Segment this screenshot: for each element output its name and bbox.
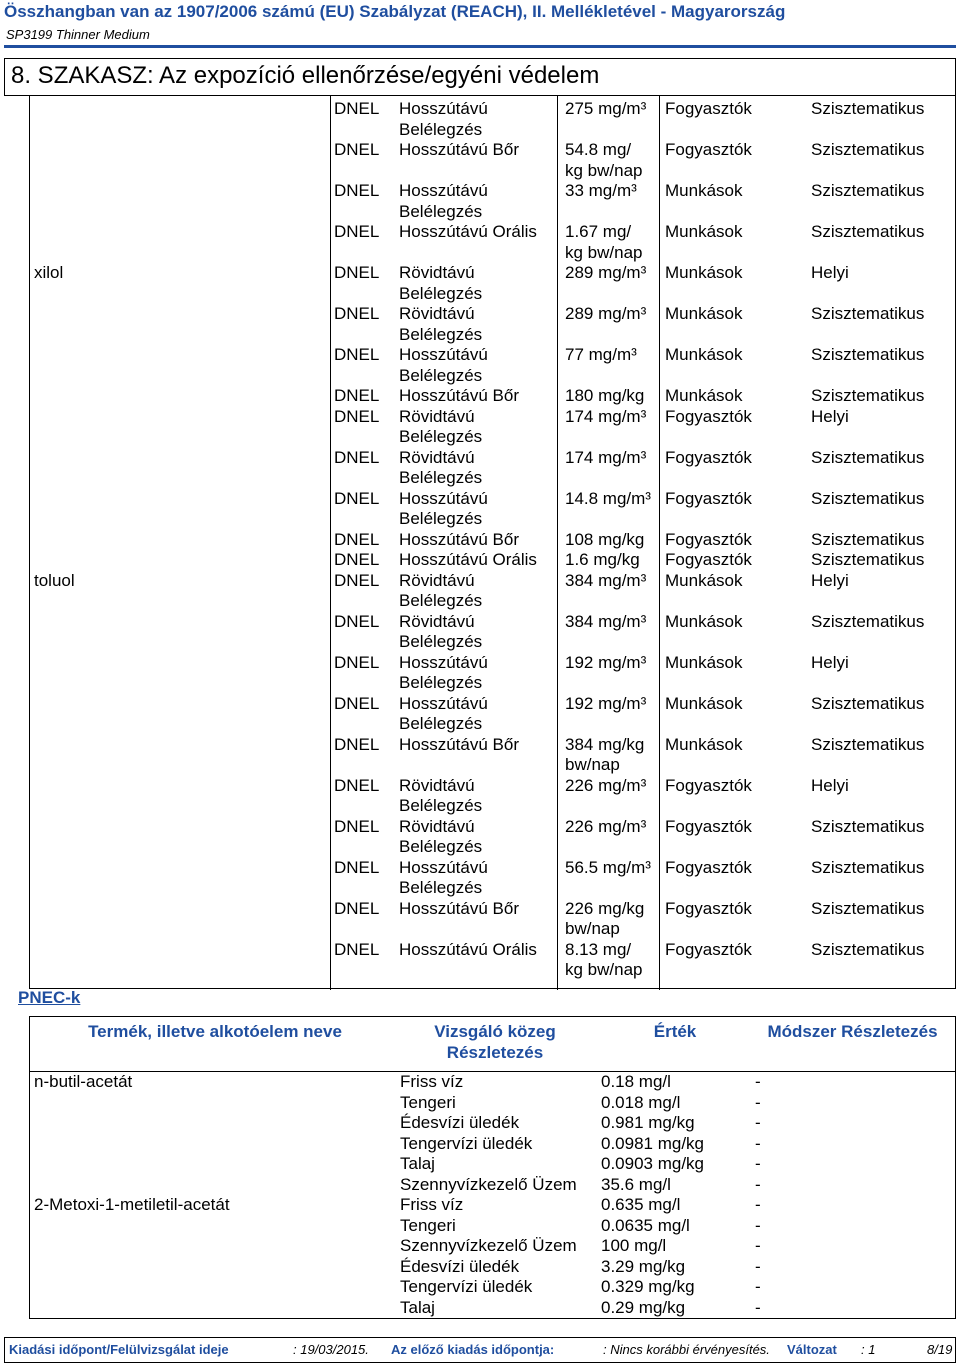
dnel-exposure-cell: Rövidtávú Belélegzés: [399, 447, 483, 487]
pnec-header-product: Termék, illetve alkotóelem neve: [88, 1022, 342, 1041]
footer-version-label: Változat: [787, 1342, 837, 1357]
pnec-method-cell: -: [755, 1174, 761, 1194]
dnel-effect-cell: Szisztematikus: [811, 939, 925, 959]
pnec-method-cell: -: [755, 1113, 761, 1132]
dnel-type-cell: DNEL: [334, 857, 380, 877]
pnec-medium-cell: Friss víz: [400, 1195, 464, 1214]
dnel-value-cell: 289 mg/m³: [565, 304, 647, 323]
dnel-type-cell: DNEL: [334, 386, 380, 405]
dnel-exposure-cell: Hosszútávú Belélegzés: [399, 181, 488, 221]
dnel-column-divider: [659, 96, 660, 990]
dnel-value-cell: 226 mg/m³: [565, 816, 647, 836]
pnec-value-cell: 0.329 mg/kg: [601, 1277, 695, 1296]
dnel-population-cell: Munkások: [665, 304, 743, 323]
pnec-medium-cell: Édesvízi üledék: [400, 1113, 520, 1132]
dnel-exposure-cell: Hosszútávú Orális: [399, 222, 537, 241]
pnec-value-cell: 0.0981 mg/kg: [601, 1133, 705, 1153]
dnel-effect-cell: Helyi: [811, 263, 849, 282]
dnel-exposure-cell: Hosszútávú Belélegzés: [399, 693, 488, 733]
dnel-effect-cell: Szisztematikus: [811, 529, 925, 549]
dnel-type-cell: DNEL: [334, 529, 380, 549]
dnel-exposure-cell: Rövidtávú Belélegzés: [399, 304, 483, 344]
footer-issue-value: : 19/03/2015.: [293, 1342, 369, 1357]
dnel-type-cell: DNEL: [334, 734, 380, 754]
pnec-method-cell: -: [755, 1092, 761, 1112]
pnec-medium-cell: Tengervízi üledék: [400, 1277, 533, 1296]
dnel-effect-cell: Szisztematikus: [811, 181, 925, 200]
dnel-type-cell: DNEL: [334, 345, 380, 364]
dnel-exposure-cell: Rövidtávú Belélegzés: [399, 570, 483, 610]
dnel-exposure-cell: Hosszútávú Belélegzés: [399, 345, 488, 385]
pnec-medium-cell: Talaj: [400, 1154, 435, 1173]
dnel-exposure-cell: Hosszútávú Bőr: [399, 386, 519, 405]
dnel-population-cell: Munkások: [665, 263, 743, 282]
dnel-exposure-cell: Hosszútávú Bőr: [399, 898, 519, 918]
product-name: SP3199 Thinner Medium: [6, 27, 150, 42]
dnel-effect-cell: Szisztematikus: [811, 99, 925, 118]
dnel-type-cell: DNEL: [334, 816, 380, 836]
dnel-population-cell: Fogyasztók: [665, 99, 752, 118]
dnel-effect-cell: Szisztematikus: [811, 140, 925, 159]
component-name: toluol: [34, 570, 75, 590]
dnel-type-cell: DNEL: [334, 140, 380, 159]
pnec-header-divider: [29, 1071, 956, 1072]
dnel-exposure-cell: Hosszútávú Belélegzés: [399, 99, 488, 139]
dnel-type-cell: DNEL: [334, 263, 380, 282]
dnel-population-cell: Fogyasztók: [665, 447, 752, 467]
pnec-header-medium: Vizsgáló közeg Részletezés: [434, 1022, 556, 1062]
pnec-value-cell: 0.018 mg/l: [601, 1092, 681, 1112]
dnel-population-cell: Fogyasztók: [665, 775, 752, 795]
dnel-value-cell: 174 mg/m³: [565, 447, 647, 467]
dnel-population-cell: Munkások: [665, 222, 743, 241]
dnel-type-cell: DNEL: [334, 570, 380, 590]
pnec-medium-cell: Szennyvízkezelő Üzem: [400, 1236, 577, 1255]
pnec-medium-cell: Édesvízi üledék: [400, 1256, 520, 1276]
dnel-effect-cell: Helyi: [811, 652, 849, 672]
dnel-exposure-cell: Rövidtávú Belélegzés: [399, 611, 483, 651]
dnel-effect-cell: Szisztematikus: [811, 447, 925, 467]
dnel-type-cell: DNEL: [334, 898, 380, 918]
pnec-value-cell: 0.0635 mg/l: [601, 1215, 690, 1235]
page-footer: [4, 1337, 956, 1363]
dnel-column-divider: [330, 96, 331, 990]
pnec-value-cell: 35.6 mg/l: [601, 1174, 671, 1194]
dnel-type-cell: DNEL: [334, 99, 380, 118]
dnel-effect-cell: Szisztematikus: [811, 488, 925, 508]
dnel-value-cell: 14.8 mg/m³: [565, 488, 651, 508]
dnel-type-cell: DNEL: [334, 406, 380, 426]
pnec-method-cell: -: [755, 1195, 761, 1214]
dnel-value-cell: 384 mg/m³: [565, 570, 647, 590]
pnec-medium-cell: Szennyvízkezelő Üzem: [400, 1174, 577, 1194]
dnel-exposure-cell: Hosszútávú Orális: [399, 550, 537, 569]
dnel-exposure-cell: Hosszútávú Belélegzés: [399, 488, 488, 528]
dnel-population-cell: Munkások: [665, 181, 743, 200]
dnel-effect-cell: Szisztematikus: [811, 386, 925, 405]
dnel-effect-cell: Szisztematikus: [811, 222, 925, 241]
pnec-medium-cell: Friss víz: [400, 1072, 464, 1091]
dnel-value-cell: 108 mg/kg: [565, 529, 645, 549]
dnel-effect-cell: Szisztematikus: [811, 345, 925, 364]
dnel-value-cell: 226 mg/m³: [565, 775, 647, 795]
dnel-exposure-cell: Rövidtávú Belélegzés: [399, 263, 483, 303]
dnel-population-cell: Fogyasztók: [665, 939, 752, 959]
dnel-type-cell: DNEL: [334, 939, 380, 959]
dnel-effect-cell: Helyi: [811, 570, 849, 590]
dnel-value-cell: 192 mg/m³: [565, 652, 647, 672]
pnec-method-cell: -: [755, 1133, 761, 1153]
pnec-method-cell: -: [755, 1236, 761, 1255]
dnel-exposure-cell: Hosszútávú Belélegzés: [399, 857, 488, 897]
component-name: xilol: [34, 263, 64, 282]
section-heading-box: [4, 58, 956, 96]
dnel-exposure-cell: Hosszútávú Bőr: [399, 734, 519, 754]
pnec-component-cell: 2-Metoxi-1-metiletil-acetát: [34, 1195, 230, 1214]
dnel-value-cell: 56.5 mg/m³: [565, 857, 651, 877]
pnec-method-cell: -: [755, 1215, 761, 1235]
dnel-type-cell: DNEL: [334, 693, 380, 713]
pnec-header-method: Módszer Részletezés: [767, 1022, 938, 1041]
dnel-population-cell: Fogyasztók: [665, 488, 752, 508]
footer-prev-value: : Nincs korábbi érvényesítés.: [603, 1342, 770, 1357]
dnel-type-cell: DNEL: [334, 447, 380, 467]
pnec-value-cell: 0.981 mg/kg: [601, 1113, 695, 1132]
dnel-type-cell: DNEL: [334, 304, 380, 323]
dnel-value-cell: 384 mg/kg bw/nap: [565, 734, 645, 774]
dnel-exposure-cell: Rövidtávú Belélegzés: [399, 775, 483, 815]
footer-version-value: : 1: [861, 1342, 876, 1357]
dnel-population-cell: Fogyasztók: [665, 816, 752, 836]
dnel-type-cell: DNEL: [334, 488, 380, 508]
document-header-title: Összhangban van az 1907/2006 számú (EU) Szabályzat (REACH), II. Mellékletével - Magyarország: [4, 2, 786, 21]
dnel-population-cell: Fogyasztók: [665, 550, 752, 569]
dnel-exposure-cell: Rövidtávú Belélegzés: [399, 406, 483, 446]
dnel-effect-cell: Szisztematikus: [811, 693, 925, 713]
pnec-medium-cell: Tengeri: [400, 1215, 456, 1235]
dnel-column-divider: [557, 96, 558, 990]
dnel-type-cell: DNEL: [334, 775, 380, 795]
dnel-population-cell: Munkások: [665, 652, 743, 672]
dnel-value-cell: 1.6 mg/kg: [565, 550, 640, 569]
dnel-value-cell: 192 mg/m³: [565, 693, 647, 713]
dnel-population-cell: Fogyasztók: [665, 529, 752, 549]
pnec-value-cell: 3.29 mg/kg: [601, 1256, 686, 1276]
dnel-exposure-cell: Hosszútávú Bőr: [399, 529, 519, 549]
header-divider: [4, 45, 956, 48]
dnel-population-cell: Munkások: [665, 570, 743, 590]
dnel-value-cell: 8.13 mg/ kg bw/nap: [565, 939, 643, 979]
pnec-label: PNEC-k: [18, 988, 81, 1007]
dnel-population-cell: Fogyasztók: [665, 406, 752, 426]
dnel-population-cell: Fogyasztók: [665, 898, 752, 918]
pnec-value-cell: 0.0903 mg/kg: [601, 1154, 705, 1173]
dnel-exposure-cell: Rövidtávú Belélegzés: [399, 816, 483, 856]
dnel-value-cell: 77 mg/m³: [565, 345, 637, 364]
pnec-medium-cell: Talaj: [400, 1297, 435, 1317]
pnec-method-cell: -: [755, 1154, 761, 1173]
pnec-header-value: Érték: [653, 1022, 697, 1041]
dnel-effect-cell: Helyi: [811, 406, 849, 426]
dnel-population-cell: Munkások: [665, 386, 743, 405]
dnel-type-cell: DNEL: [334, 652, 380, 672]
dnel-effect-cell: Szisztematikus: [811, 898, 925, 918]
dnel-effect-cell: Szisztematikus: [811, 857, 925, 877]
pnec-value-cell: 0.635 mg/l: [601, 1195, 681, 1214]
pnec-medium-cell: Tengervízi üledék: [400, 1133, 533, 1153]
dnel-population-cell: Munkások: [665, 693, 743, 713]
dnel-effect-cell: Szisztematikus: [811, 304, 925, 323]
dnel-effect-cell: Szisztematikus: [811, 734, 925, 754]
dnel-value-cell: 174 mg/m³: [565, 406, 647, 426]
pnec-method-cell: -: [755, 1297, 761, 1317]
dnel-value-cell: 54.8 mg/ kg bw/nap: [565, 140, 643, 180]
dnel-effect-cell: Szisztematikus: [811, 611, 925, 631]
dnel-value-cell: 289 mg/m³: [565, 263, 647, 282]
pnec-method-cell: -: [755, 1277, 761, 1296]
dnel-exposure-cell: Hosszútávú Orális: [399, 939, 537, 959]
dnel-exposure-cell: Hosszútávú Belélegzés: [399, 652, 488, 692]
dnel-exposure-cell: Hosszútávú Bőr: [399, 140, 519, 159]
dnel-value-cell: 384 mg/m³: [565, 611, 647, 631]
dnel-effect-cell: Helyi: [811, 775, 849, 795]
pnec-component-cell: n-butil-acetát: [34, 1072, 133, 1091]
dnel-type-cell: DNEL: [334, 181, 380, 200]
dnel-value-cell: 1.67 mg/ kg bw/nap: [565, 222, 643, 262]
dnel-type-cell: DNEL: [334, 611, 380, 631]
dnel-population-cell: Munkások: [665, 345, 743, 364]
section-title: 8. SZAKASZ: Az expozíció ellenőrzése/egyéni védelem: [11, 62, 600, 89]
dnel-effect-cell: Szisztematikus: [811, 550, 925, 569]
dnel-value-cell: 275 mg/m³: [565, 99, 647, 118]
dnel-value-cell: 226 mg/kg bw/nap: [565, 898, 645, 938]
pnec-value-cell: 0.29 mg/kg: [601, 1297, 686, 1317]
pnec-value-cell: 100 mg/l: [601, 1236, 667, 1255]
dnel-population-cell: Munkások: [665, 611, 743, 631]
footer-issue-label: Kiadási időpont/Felülvizsgálat ideje: [9, 1342, 229, 1357]
dnel-population-cell: Munkások: [665, 734, 743, 754]
dnel-effect-cell: Szisztematikus: [811, 816, 925, 836]
dnel-population-cell: Fogyasztók: [665, 140, 752, 159]
pnec-value-cell: 0.18 mg/l: [601, 1072, 671, 1091]
pnec-medium-cell: Tengeri: [400, 1092, 456, 1112]
dnel-type-cell: DNEL: [334, 222, 380, 241]
pnec-method-cell: -: [755, 1256, 761, 1276]
footer-page-number: 8/19: [927, 1342, 953, 1357]
pnec-method-cell: -: [755, 1072, 761, 1091]
dnel-population-cell: Fogyasztók: [665, 857, 752, 877]
dnel-type-cell: DNEL: [334, 550, 380, 569]
dnel-value-cell: 180 mg/kg: [565, 386, 645, 405]
footer-prev-label: Az előző kiadás időpontja:: [391, 1342, 555, 1357]
dnel-value-cell: 33 mg/m³: [565, 181, 637, 200]
